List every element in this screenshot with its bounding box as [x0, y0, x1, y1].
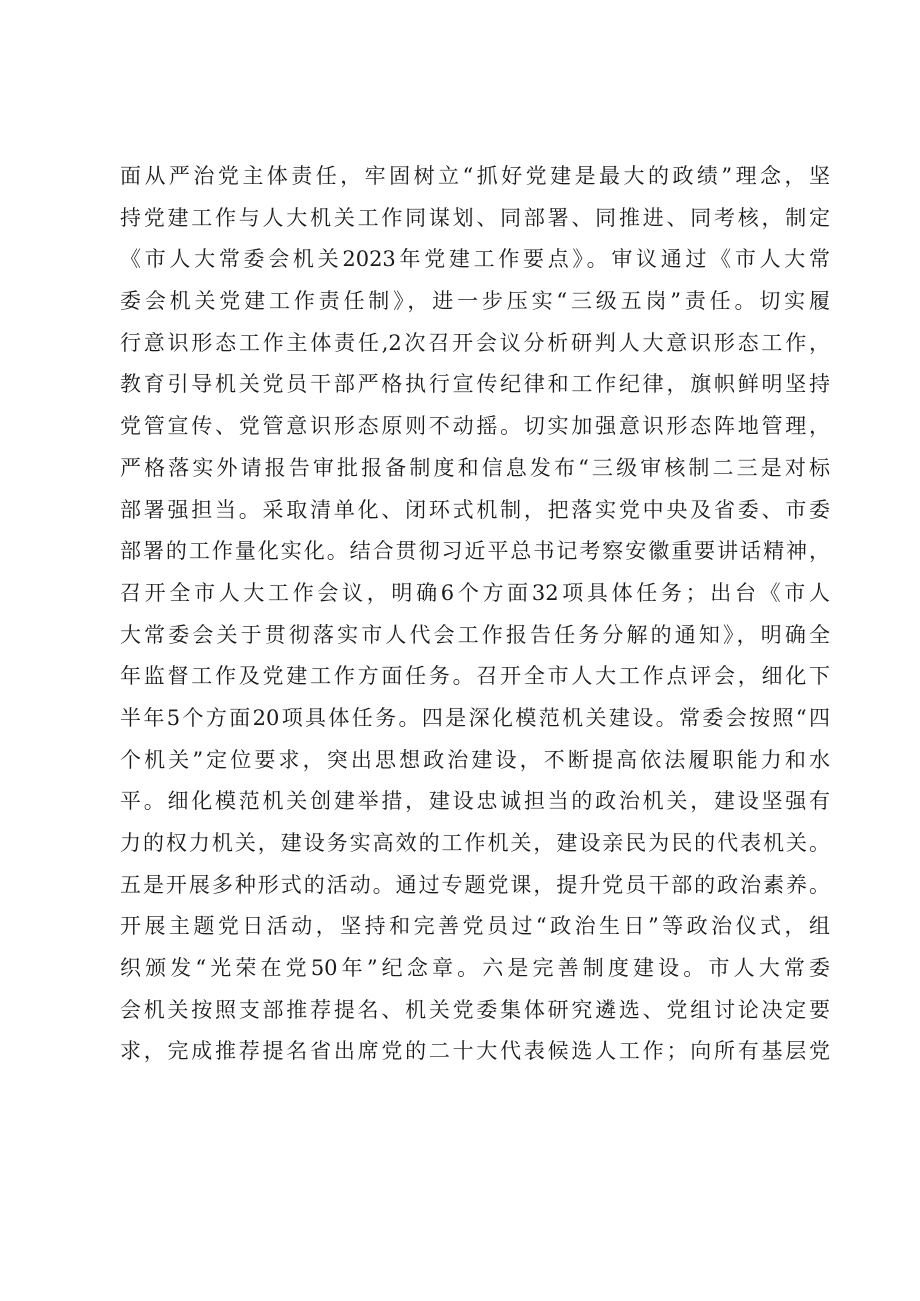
body-text	[120, 156, 830, 1073]
text-line: 严格落实外请报告审批报备制度和信息发布“三级审核制二三是对标	[120, 455, 830, 480]
text-line: 部署强担当。采取清单化、闭环式机制，把落实党中央及省委、市委	[120, 497, 830, 522]
text-line: 织颁发“光荣在党50年”纪念章。六是完善制度建设。市人大常委	[120, 956, 830, 981]
text-line: 半年5个方面20项具体任务。四是深化模范机关建设。常委会按照“四	[120, 705, 830, 730]
text-line: 召开全市人大工作会议，明确6个方面32项具体任务；出台《市人	[120, 580, 830, 605]
text-line: 行意识形态工作主体责任,2次召开会议分析研判人大意识形态工作，	[120, 330, 830, 355]
text-line: 五是开展多种形式的活动。通过专题党课，提升党员干部的政治素养。	[120, 872, 830, 897]
text-line: 面从严治党主体责任，牢固树立“抓好党建是最大的政绩”理念，坚	[120, 164, 830, 188]
text-line: 教育引导机关党员干部严格执行宣传纪律和工作纪律，旗帜鲜明坚持	[120, 372, 830, 397]
text-line: 部署的工作量化实化。结合贯彻习近平总书记考察安徽重要讲话精神，	[120, 539, 830, 564]
text-line: 力的权力机关，建设务实高效的工作机关，建设亲民为民的代表机关。	[120, 831, 830, 855]
text-line: 持党建工作与人大机关工作同谋划、同部署、同推进、同考核，制定	[120, 205, 830, 230]
text-line: 会机关按照支部推荐提名、机关党委集体研究遴选、党组讨论决定要	[120, 997, 830, 1022]
text-line: 开展主题党日活动，坚持和完善党员过“政治生日”等政治仪式，组	[120, 914, 830, 939]
text-line: 委会机关党建工作责任制》，进一步压实“三级五岗”责任。切实履	[120, 289, 830, 314]
text-line: 党管宣传、党管意识形态原则不动摇。切实加强意识形态阵地管理，	[120, 414, 830, 439]
text-line: 大常委会关于贯彻落实市人代会工作报告任务分解的通知》，明确全	[120, 622, 830, 647]
text-line: 《市人大常委会机关2023年党建工作要点》。审议通过《市人大常	[120, 247, 830, 272]
text-line: 年监督工作及党建工作方面任务。召开全市人大工作点评会，细化下	[120, 664, 830, 689]
text-line: 求，完成推荐提名省出席党的二十大代表候选人工作；向所有基层党	[120, 1039, 830, 1064]
text-line: 平。细化模范机关创建举措，建设忠诚担当的政治机关，建设坚强有	[120, 789, 830, 814]
text-line: 个机关”定位要求，突出思想政治建设，不断提高依法履职能力和水	[120, 747, 830, 772]
